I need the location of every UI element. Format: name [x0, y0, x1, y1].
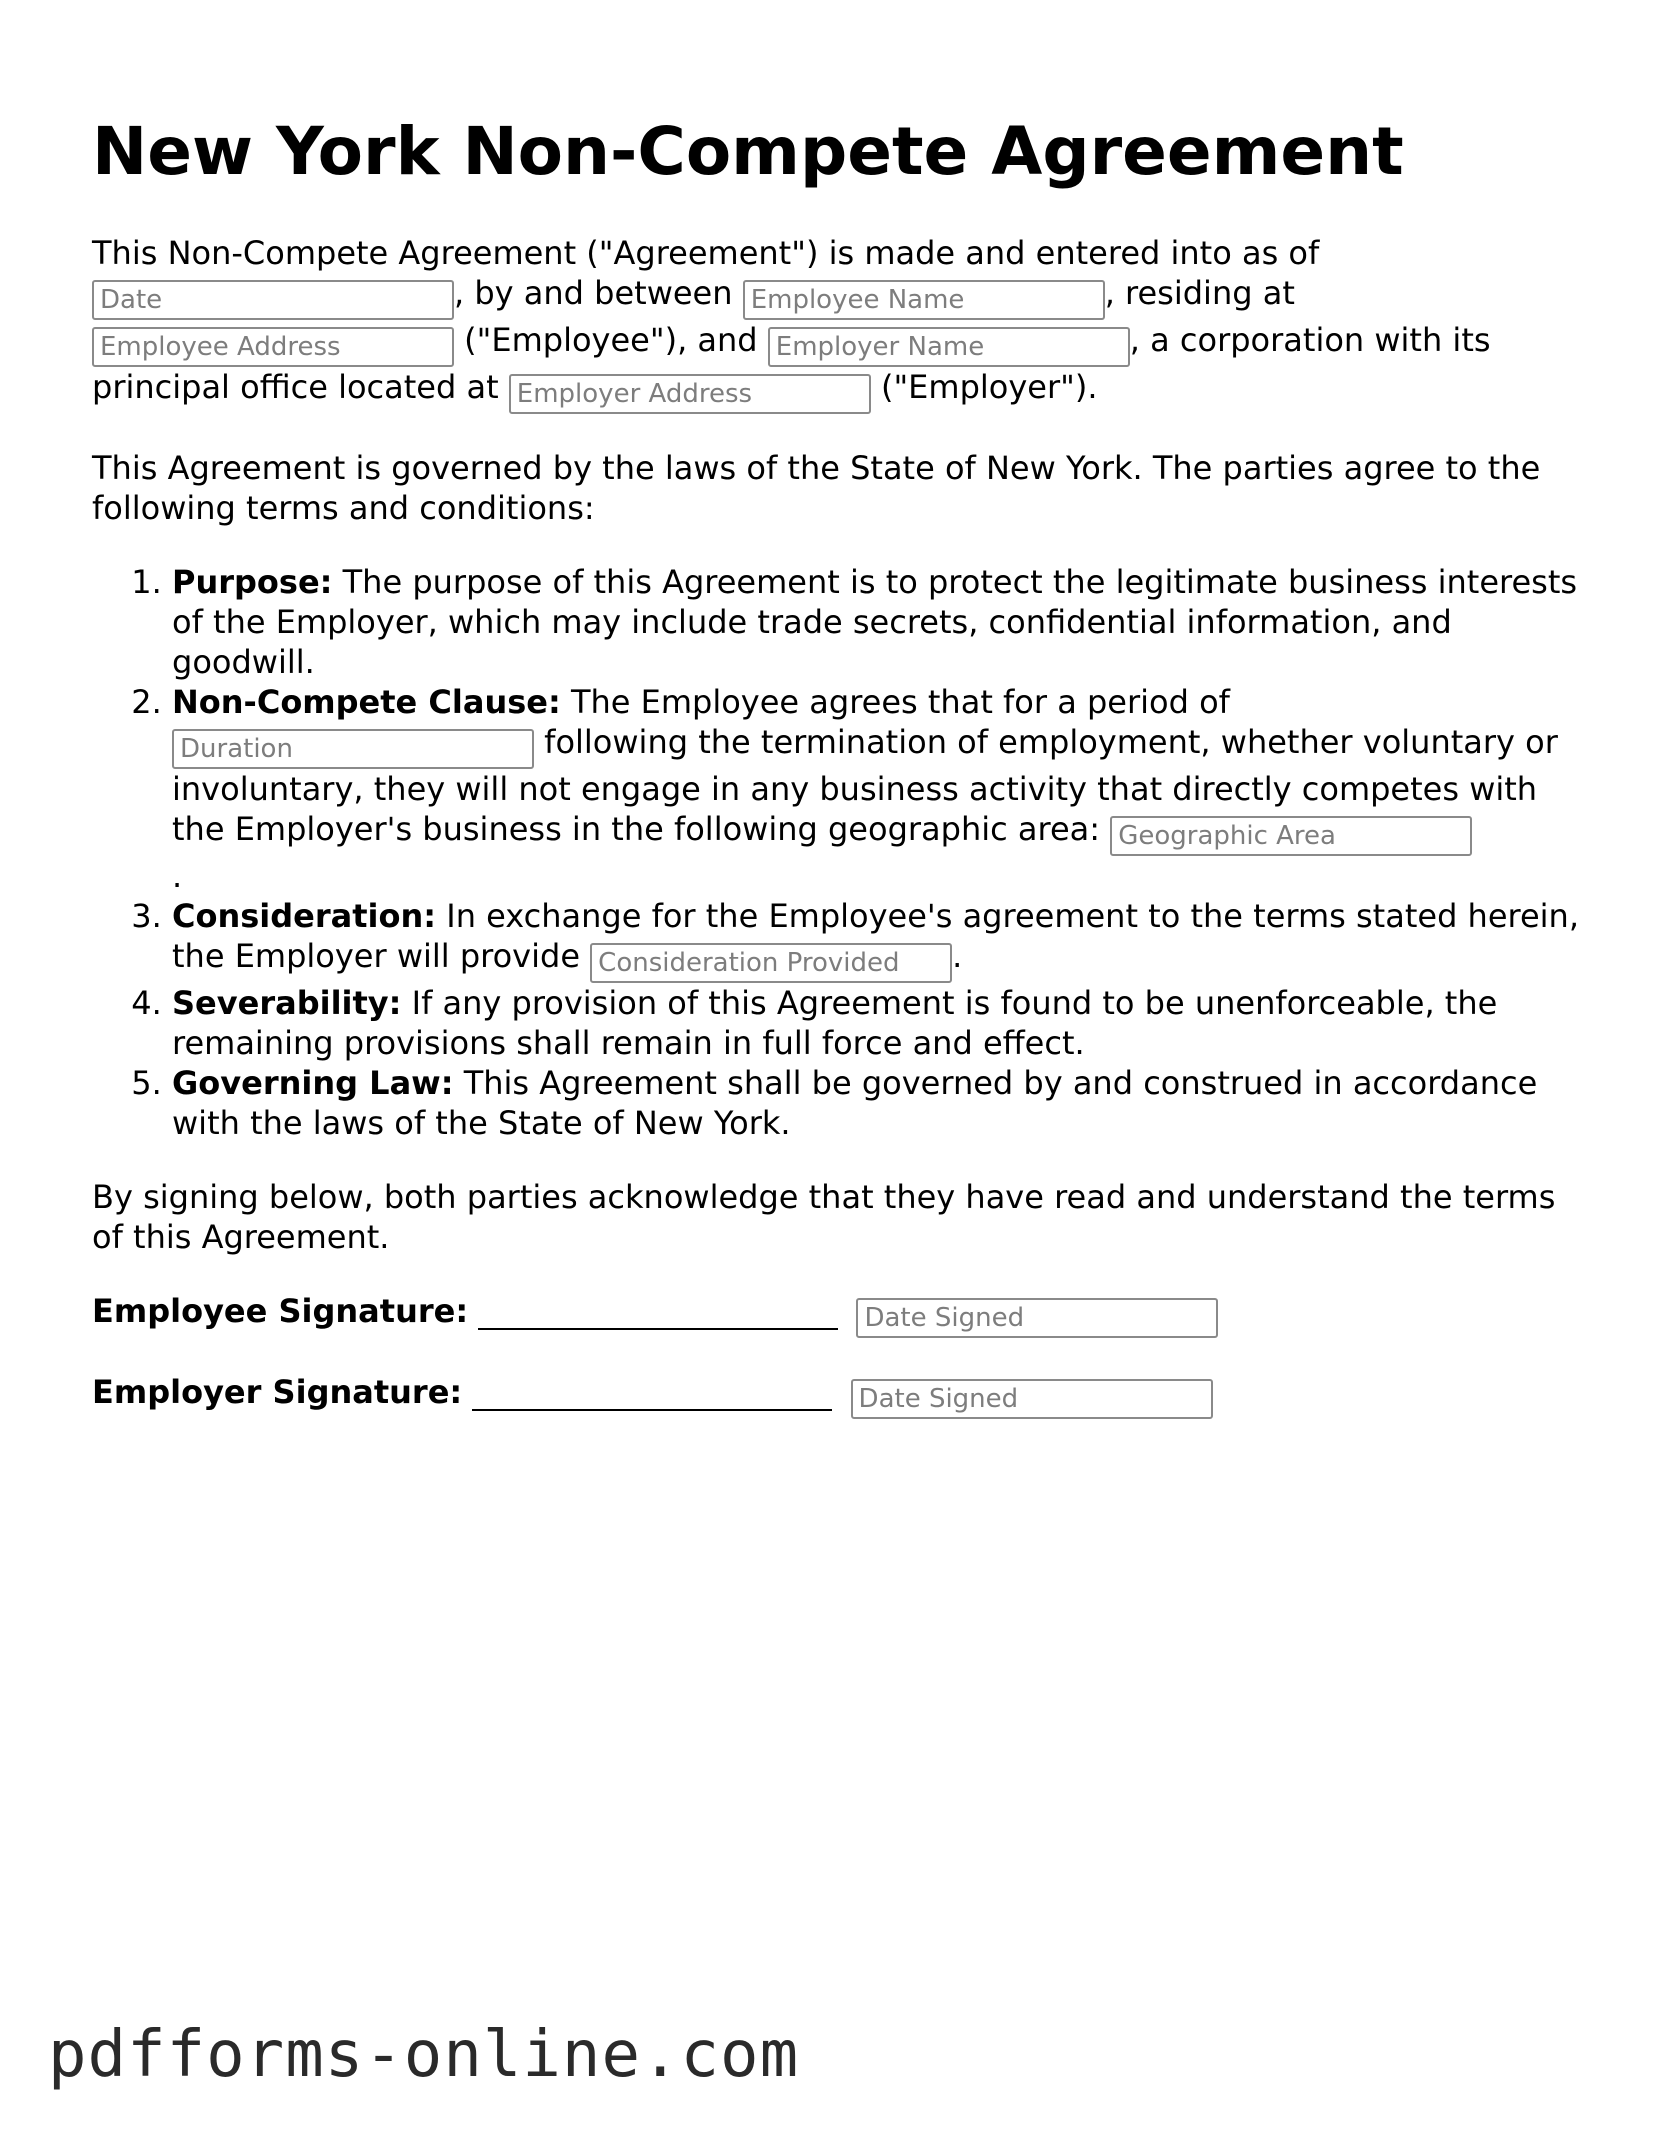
purpose-label: Purpose: — [172, 563, 333, 602]
consideration-text-2: . — [952, 937, 963, 976]
severability-label: Severability: — [172, 984, 402, 1023]
employer-name-field[interactable] — [768, 327, 1130, 367]
date-field[interactable] — [92, 280, 454, 320]
intro-text-5: , a corporation with its principal office located at — [92, 321, 1491, 407]
employee-signature-label: Employee Signature: — [92, 1292, 469, 1331]
intro-text-2: , by and between — [454, 274, 733, 313]
employer-signature-label: Employer Signature: — [92, 1373, 463, 1412]
intro-paragraph — [92, 233, 1582, 414]
employee-address-field[interactable] — [92, 327, 454, 367]
employee-name-field[interactable] — [743, 280, 1105, 320]
watermark: pdfforms-online.com — [48, 2018, 800, 2092]
term-non-compete — [172, 682, 1582, 896]
intro-text-6: ("Employer"). — [880, 368, 1098, 407]
intro-text-1: This Non-Compete Agreement ("Agreement") is made and entered into as of — [92, 234, 1320, 273]
severability-text: If any provision of this Agreement is found to be unenforceable, the remaining provisions shall remain in full force and effect. — [172, 984, 1498, 1063]
employer-address-field[interactable] — [509, 374, 871, 414]
consideration-text-1: In exchange for the Employee's agreement to the terms stated herein, the Employer will provide — [172, 897, 1579, 976]
employee-signature-line[interactable] — [478, 1296, 838, 1330]
employer-date-signed-field[interactable] — [851, 1379, 1213, 1419]
non-compete-label: Non-Compete Clause: — [172, 683, 561, 722]
employer-signature-line[interactable] — [472, 1377, 832, 1411]
non-compete-text-3: . — [172, 857, 183, 896]
terms-list — [92, 562, 1582, 1143]
employee-signature-row — [92, 1291, 1582, 1338]
page-title: New York Non-Compete Agreement — [92, 113, 1404, 190]
consideration-field[interactable] — [590, 943, 952, 983]
closing-paragraph: By signing below, both parties acknowledge that they have read and understand the terms of this Agreement. — [92, 1178, 1556, 1257]
geographic-area-field[interactable] — [1110, 816, 1472, 856]
term-governing-law — [172, 1063, 1582, 1143]
employer-signature-row — [92, 1372, 1582, 1419]
non-compete-text-2: following the termination of employment, whether voluntary or involuntary, they will not engage in any business activity that directly competes with the Employer's business in the following geographic area: — [172, 723, 1558, 849]
intro-text-3: , residing at — [1104, 274, 1295, 313]
governing-intro: This Agreement is governed by the laws of the State of New York. The parties agree to the following terms and conditions: — [92, 449, 1541, 528]
non-compete-text-1: The Employee agrees that for a period of — [570, 683, 1230, 722]
duration-field[interactable] — [172, 729, 534, 769]
term-consideration — [172, 896, 1582, 983]
consideration-label: Consideration: — [172, 897, 437, 936]
employee-date-signed-field[interactable] — [856, 1298, 1218, 1338]
term-severability — [172, 983, 1582, 1063]
term-purpose — [172, 562, 1582, 682]
governing-law-label: Governing Law: — [172, 1064, 454, 1103]
purpose-text: The purpose of this Agreement is to protect the legitimate business interests of the Employer, which may include trade secrets, confidential information, and goodwill. — [172, 563, 1578, 682]
governing-law-text: This Agreement shall be governed by and construed in accordance with the laws of the State of New York. — [172, 1064, 1538, 1143]
intro-text-4: ("Employee"), and — [464, 321, 758, 360]
document-page — [92, 112, 1582, 1453]
